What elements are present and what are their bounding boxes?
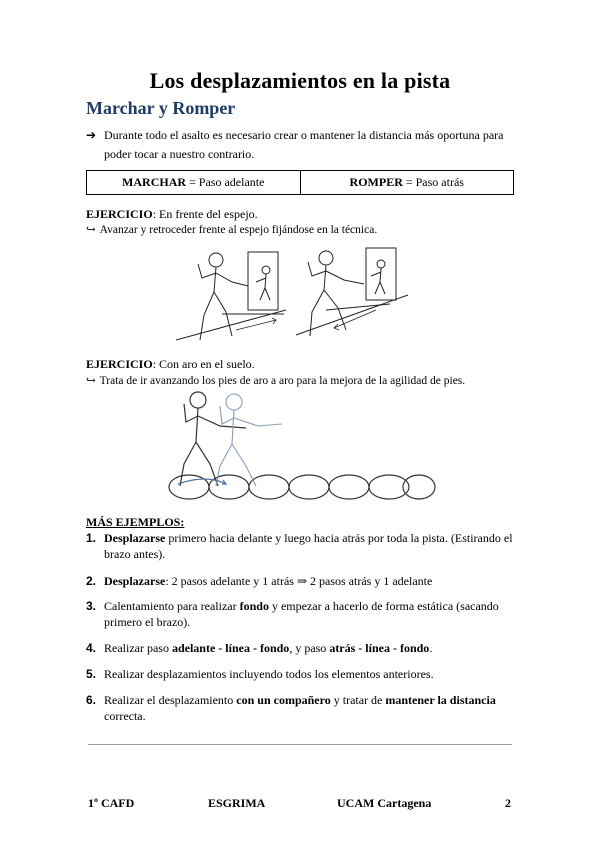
list-number: 6. xyxy=(86,693,97,707)
romper-cell xyxy=(300,171,514,195)
exercise-1-detail-text: Avanzar y retroceder frente al espejo fijándose en la técnica. xyxy=(99,224,378,236)
more-examples-title: MÁS EJEMPLOS: xyxy=(86,515,185,529)
marchar-label: MARCHAR xyxy=(122,175,187,189)
list-item xyxy=(86,598,516,630)
list-number: 3. xyxy=(86,599,97,613)
list-item xyxy=(86,640,516,656)
romper-definition: = Paso atrás xyxy=(402,175,464,189)
exercise-1-heading xyxy=(86,207,258,222)
section-heading: Marchar y Romper xyxy=(86,98,236,118)
hook-arrow-icon: ↪ xyxy=(86,224,96,236)
list-number: 1. xyxy=(86,531,97,545)
list-text: Realizar el desplazamiento xyxy=(104,693,237,707)
list-item xyxy=(86,666,516,682)
exercise-1-detail xyxy=(86,222,377,236)
list-number: 4. xyxy=(86,641,97,655)
list-text: : 2 pasos adelante y 1 atrás ⇒ 2 pasos atrás y 1 adelante xyxy=(165,574,433,588)
list-bold: mantener la distancia xyxy=(385,693,496,707)
list-text: Realizar paso xyxy=(104,641,172,655)
marchar-cell xyxy=(87,171,301,195)
romper-label: ROMPER xyxy=(349,175,403,189)
footer-course: 1º CAFD xyxy=(88,796,135,810)
list-text: . xyxy=(429,641,433,655)
hoops-illustration xyxy=(166,388,438,506)
list-text: Calentamiento para realizar xyxy=(104,599,240,613)
list-bold: fondo xyxy=(239,599,269,613)
list-bold: adelante - línea - fondo xyxy=(171,641,290,655)
list-item xyxy=(86,692,516,724)
exercise-2-detail xyxy=(86,373,465,387)
hook-arrow-icon: ↪ xyxy=(86,375,96,387)
marchar-definition: = Paso adelante xyxy=(186,175,265,189)
arrow-icon: ➔ xyxy=(86,128,97,142)
intro-text: Durante todo el asalto es necesario crear o mantener la distancia más oportuna para poder tocar a nuestro contrario. xyxy=(104,128,504,161)
list-text: primero hacia delante y luego hacia atrás por toda la pista. (Estirando el brazo antes). xyxy=(104,531,513,561)
list-item xyxy=(86,530,516,562)
exercise-2-label: EJERCICIO xyxy=(86,357,153,371)
exercise-2-detail-text: Trata de ir avanzando los pies de aro a aro para la mejora de la agilidad de pies. xyxy=(99,375,466,387)
footer-institution: UCAM Cartagena xyxy=(337,796,432,810)
list-number: 2. xyxy=(86,574,97,588)
exercise-2-heading xyxy=(86,357,255,372)
list-text: y empezar a hacerlo de forma estática (sacando primero el brazo). xyxy=(104,599,499,629)
exercise-1-desc: : En frente del espejo. xyxy=(152,207,258,221)
list-item xyxy=(86,573,516,589)
exercise-1-label: EJERCICIO xyxy=(86,207,153,221)
list-bold: Desplazarse xyxy=(104,574,166,588)
mirror-illustration xyxy=(176,240,412,352)
intro-paragraph xyxy=(86,126,516,164)
list-text: correcta. xyxy=(104,709,146,723)
footer-subject: ESGRIMA xyxy=(208,796,266,810)
page-title: Los desplazamientos en la pista xyxy=(149,68,451,93)
footer-page-number: 2 xyxy=(505,796,511,810)
list-bold: con un compañero xyxy=(236,693,331,707)
list-text: Realizar desplazamientos incluyendo todos los elementos anteriores. xyxy=(104,667,434,681)
list-number: 5. xyxy=(86,667,97,681)
marchar-romper-table xyxy=(86,170,514,195)
footer-divider xyxy=(88,744,512,745)
list-bold: Desplazarse xyxy=(104,531,166,545)
list-text: , y paso xyxy=(289,641,330,655)
list-text: y tratar de xyxy=(330,693,386,707)
list-bold: atrás - línea - fondo xyxy=(329,641,430,655)
exercise-2-desc: : Con aro en el suelo. xyxy=(152,357,255,371)
